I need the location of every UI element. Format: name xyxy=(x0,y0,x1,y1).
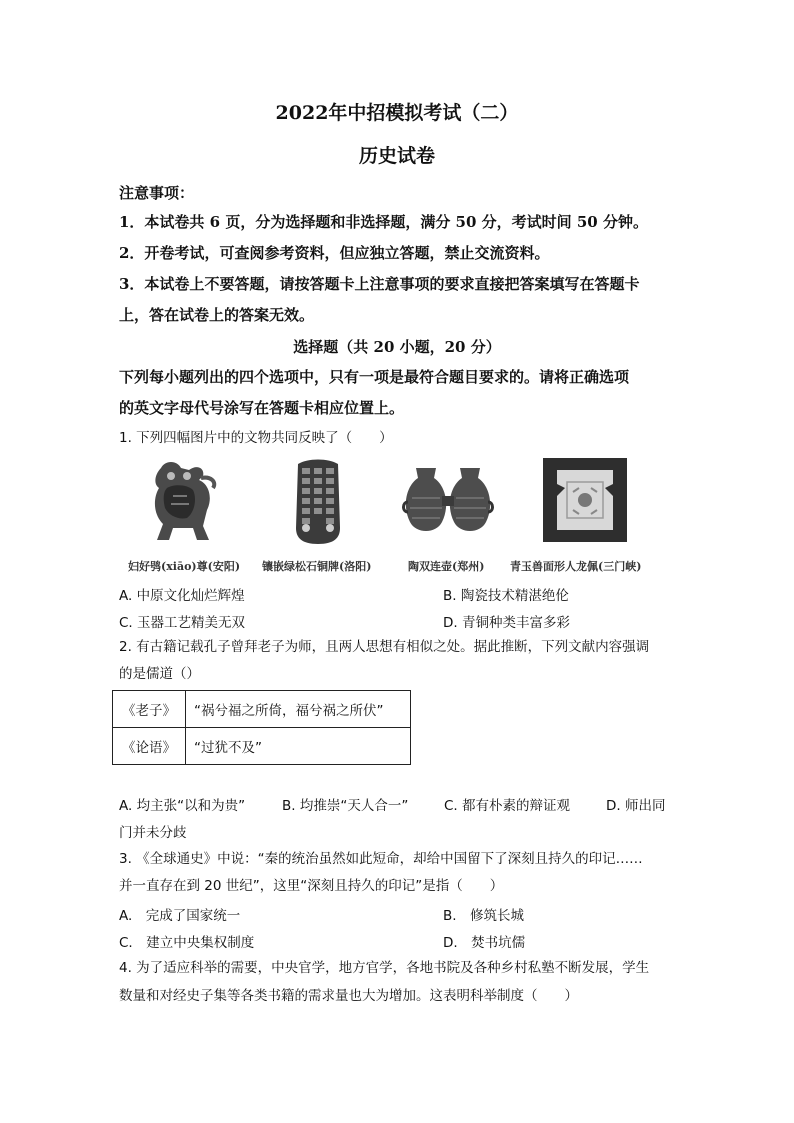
exam-subtitle: 历史试卷 xyxy=(358,145,435,167)
q1-option-b: B. 陶瓷技术精湛绝伦 xyxy=(443,588,569,604)
q2-stem-line-1: 2. 有古籍记载孔子曾拜老子为师，且两人思想有相似之处。据此推断，下列文献内容强调 xyxy=(119,639,650,655)
q2-option-c: C. 都有朴素的辩证观 xyxy=(444,798,571,814)
q3-option-b: B. 修筑长城 xyxy=(443,908,525,924)
exam-title: 2022年中招模拟考试（二） xyxy=(275,102,519,124)
table-cell-book: 《老子》 xyxy=(113,691,186,728)
q1-option-a: A. 中原文化灿烂辉煌 xyxy=(119,588,245,604)
caption-jade-pendant: 青玉兽面形人龙佩(三门峡) xyxy=(510,560,642,573)
q2-stem-line-2: 的是儒道（） xyxy=(119,666,200,682)
q3-stem-line-1: 3. 《全球通史》中说：“秦的统治虽然如此短命，却给中国留下了深刻且持久的印记…… xyxy=(119,851,643,867)
caption-owl-zun: 妇好鸮(xiāo)尊(安阳) xyxy=(128,560,241,573)
table-cell-quote: “过犹不及” xyxy=(186,728,411,765)
notice-item-3-line-2: 上，答在试卷上的答案无效。 xyxy=(119,306,315,324)
notice-item-3-line-1: 3．本试卷上不要答题，请按答题卡上注意事项的要求直接把答案填写在答题卡 xyxy=(119,275,640,293)
q2-option-b: B. 均推崇“天人合一” xyxy=(282,798,409,814)
turquoise-plaque-image xyxy=(290,458,346,548)
q4-stem-line-2: 数量和对经史子集等各类书籍的需求量也大为增加。这表明科举制度（ ） xyxy=(119,988,578,1004)
notice-item-1: 1．本试卷共 6 页，分为选择题和非选择题，满分 50 分，考试时间 50 分钟。 xyxy=(119,213,648,231)
notice-heading: 注意事项： xyxy=(119,184,195,202)
q2-quote-table xyxy=(112,690,411,765)
table-cell-quote: “祸兮福之所倚，福兮祸之所伏” xyxy=(186,691,411,728)
q2-option-d: D. 师出同 xyxy=(606,798,666,814)
table-row xyxy=(113,691,411,728)
caption-turquoise-plaque: 镶嵌绿松石铜牌(洛阳) xyxy=(262,560,372,573)
q1-stem: 1. 下列四幅图片中的文物共同反映了（ ） xyxy=(119,430,393,446)
q4-stem-line-1: 4. 为了适应科举的需要，中央官学，地方官学，各地书院及各种乡村私塾不断发展，学生 xyxy=(119,960,650,976)
q2-option-d-continued: 门并未分歧 xyxy=(119,825,187,841)
q3-option-c: C. 建立中央集权制度 xyxy=(119,935,255,951)
section-instruction-line-1: 下列每小题列出的四个选项中，只有一项是最符合题目要求的。请将正确选项 xyxy=(119,368,630,386)
q3-stem-line-2: 并一直存在到 20 世纪”，这里“深刻且持久的印记”是指（ ） xyxy=(119,878,504,894)
jade-pendant-image xyxy=(543,458,627,542)
table-row xyxy=(113,728,411,765)
owl-zun-image xyxy=(143,458,223,544)
q2-option-a: A. 均主张“以和为贵” xyxy=(119,798,246,814)
caption-double-pot: 陶双连壶(郑州) xyxy=(408,560,485,573)
double-pot-image xyxy=(402,462,494,540)
q3-option-a: A. 完成了国家统一 xyxy=(119,908,241,924)
q1-option-d: D. 青铜种类丰富多彩 xyxy=(443,615,570,631)
notice-item-2: 2．开卷考试，可查阅参考资料，但应独立答题，禁止交流资料。 xyxy=(119,244,550,262)
q3-option-d: D. 焚书坑儒 xyxy=(443,935,526,951)
q1-option-c: C. 玉器工艺精美无双 xyxy=(119,615,246,631)
section-instruction-line-2: 的英文字母代号涂写在答题卡相应位置上。 xyxy=(119,399,405,417)
section-title: 选择题（共 20 小题，20 分） xyxy=(293,338,501,356)
table-cell-book: 《论语》 xyxy=(113,728,186,765)
